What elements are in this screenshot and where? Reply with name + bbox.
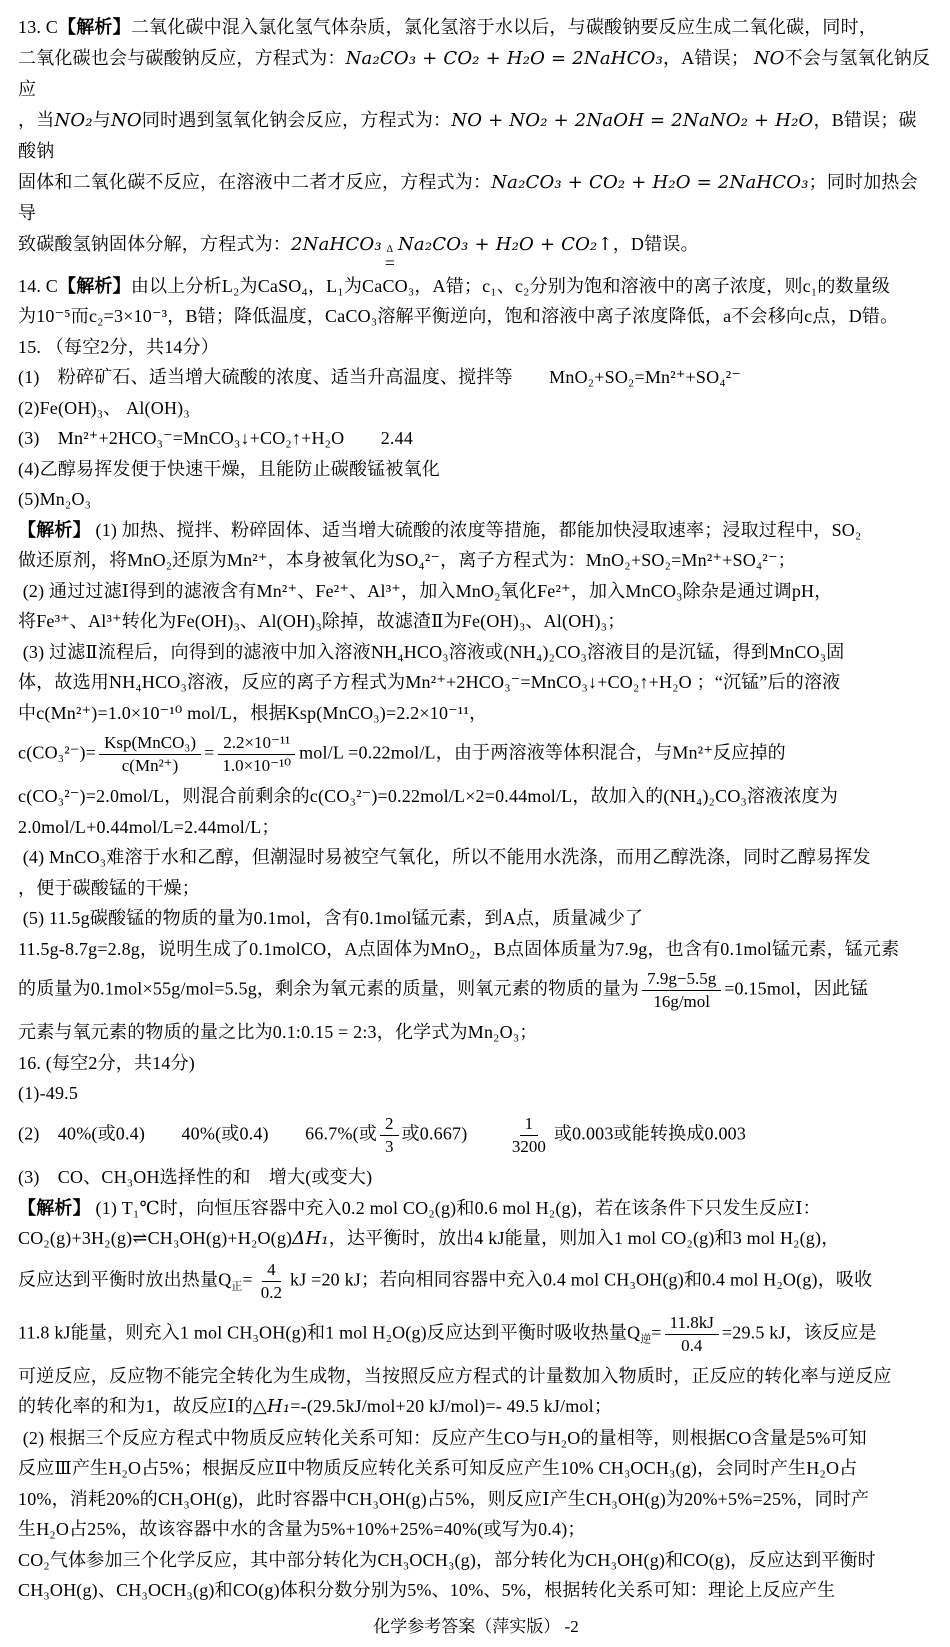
text-segment: (1) 粉碎矿石、适当增大硫酸的浓度、适当升高温度、搅拌等 MnO₂+SO₂=Mn²⁺+SO₄²⁻ [18, 367, 742, 387]
text-segment: (5)Mn₂O₃ [18, 489, 92, 509]
text-segment: 同时遇到氢氧化钠会反应，方程式为： [141, 109, 452, 130]
document-line [18, 545, 934, 576]
text-segment: (1) 加热、搅拌、粉碎固体、适当增大硫酸的浓度等措施，都能加快浸取速率；浸取过程中，SO₂ [90, 519, 862, 540]
document-line [18, 1453, 934, 1484]
text-segment: 10%，消耗20%的CH₃OH(g)，此时容器中CH₃OH(g)占5%，则反应Ⅰ产生CH₃OH(g)为20%+5%=25%，同时产 [18, 1488, 870, 1509]
document-line [18, 1361, 934, 1392]
document-body [18, 12, 934, 1606]
text-segment: ，D错误。 [612, 233, 699, 254]
text-segment: 2.0mol/L+0.44mol/L=2.44mol/L； [18, 816, 280, 837]
text-segment: (5) 11.5g碳酸锰的物质的量为0.1mol，含有0.1mol锰元素，到A点，质量减少了 [18, 908, 644, 929]
text-segment: 或0.003或能转换成0.003 [553, 1123, 747, 1144]
document-line [18, 229, 934, 271]
bold-label: 【解析】 [58, 17, 131, 37]
text-segment: 逆 [640, 1333, 652, 1346]
text-segment: 的质量为0.1mol×55g/mol=5.5g，剩余为氧元素的质量，则氧元素的物质的量为 [18, 978, 640, 999]
text-segment: ，当 [18, 109, 55, 130]
text-segment: (2)Fe(OH)₃、 Al(OH)₃ [18, 397, 190, 418]
text-segment: Na₂CO₃ + H₂O + CO₂↑ [397, 233, 613, 255]
document-line [18, 1423, 934, 1454]
text-segment: 反应Ⅲ产生H₂O占5%；根据反应Ⅱ中物质反应转化关系可知反应产生10% CH₃OCH₃(g)，会同时产生H₂O占 [18, 1458, 858, 1479]
text-segment: kJ =20 kJ；若向相同容器中充入0.4 mol CH₃OH(g)和0.4 mol H₂O(g)，吸收 [290, 1269, 873, 1290]
bold-label: 【解析】 [18, 519, 91, 540]
document-line [18, 728, 934, 781]
text-segment: (1) T₁℃时，向恒压容器中充入0.2 mol CO₂(g)和0.6 mol H₂(g)，若在该条件下只发生反应Ⅰ： [90, 1197, 821, 1218]
text-segment: = [651, 1322, 662, 1343]
text-segment: (2) 通过过滤Ⅰ得到的滤液含有Mn²⁺、Fe²⁺、Al³⁺，加入MnO₂氧化Fe²⁺，加入MnCO₃除杂是通过调pH， [18, 580, 833, 601]
document-line [18, 812, 934, 843]
text-segment: mol/L =0.22mol/L，由于两溶液等体积混合，与Mn²⁺反应掉的 [299, 742, 786, 763]
text-segment: 与 [92, 109, 111, 130]
document-line [18, 576, 934, 607]
text-segment: 11.8 kJ能量，则充入1 mol CH₃OH(g)和1 mol H₂O(g)反应达到平衡时吸收热量Q [18, 1322, 641, 1343]
document-line [18, 606, 934, 637]
text-segment: (3) CO、CH₃OH选择性的和 增大(或变大) [18, 1167, 373, 1188]
document-line [18, 964, 934, 1017]
text-segment: 为10⁻⁵而c₂=3×10⁻³，B错；降低温度，CaCO₃溶解平衡逆向，饱和溶液中离子浓度降低，a不会移向c点，D错。 [18, 306, 899, 326]
text-segment: ，B错误；碳酸钠 [18, 109, 917, 161]
text-segment: Na₂CO₃ + CO₂ + H₂O = 2NaHCO₃ [491, 171, 809, 193]
text-segment: △H₁ [252, 1396, 291, 1418]
document-line [18, 781, 934, 812]
text-segment: c(CO₃²⁻)= [18, 742, 97, 763]
fraction: $\frac{4}{0.2}$ [260, 1259, 283, 1302]
document-line [18, 332, 934, 363]
text-segment: 不会与氢氧化钠反应 [18, 47, 931, 99]
document-line [18, 301, 934, 332]
document-line [18, 934, 934, 965]
text-segment: (1)-49.5 [18, 1083, 79, 1104]
text-segment: (3) Mn²⁺+2HCO₃⁻=MnCO₃↓+CO₂↑+H₂O 2.44 [18, 428, 414, 448]
text-segment: NO + NO₂ + 2NaOH = 2NaNO₂ + H₂O [451, 109, 814, 131]
document-line [18, 1162, 934, 1193]
document-line [18, 167, 934, 229]
text-segment: Na₂CO₃ + CO₂ + H₂O = 2NaHCO₃ [345, 47, 664, 69]
document-line [18, 1575, 934, 1606]
document-line [18, 1223, 934, 1255]
text-segment: (4)乙醇易挥发便于快速干燥，且能防止碳酸锰被氧化 [18, 458, 440, 479]
text-segment: ，达平衡时，放出4 kJ能量，则加入1 mol CO₂(g)和3 mol H₂(g)， [328, 1228, 840, 1249]
text-segment: CO₂气体参加三个化学反应，其中部分转化为CH₃OCH₃(g)，部分转化为CH₃OH(g)和CO(g)，反应达到平衡时 [18, 1549, 876, 1570]
fraction: $\frac{7.9g-5.5g}{\text{16g/mol}}$ [642, 968, 721, 1013]
text-segment: c(CO₃²⁻)=2.0mol/L，则混合前剩余的c(CO₃²⁻)=0.22mol/L×2=0.44mol/L，故加入的(NH₄)₂CO₃溶液浓度为 [18, 786, 839, 807]
fraction: $\frac{11.8kJ}{0.4}$ [665, 1312, 719, 1357]
text-segment: ；同时加热会导 [18, 171, 918, 223]
text-segment: 体，故选用NH₄HCO₃溶液，反应的离子方程式为Mn²⁺+2HCO₃⁻=MnCO₃↓+CO₂↑+H₂O ；“沉锰”后的溶液 [18, 672, 841, 692]
text-segment: 二氧化碳也会与碳酸钠反应，方程式为： [18, 47, 346, 68]
text-segment: 2NaHCO₃ [291, 233, 382, 255]
fraction: $\frac{1}{3200}$ [511, 1113, 546, 1156]
document-line [18, 637, 934, 668]
fraction: $\frac{\text{Ksp(MnCO₃)}}{\text{c(Mn²⁺)}}$ [99, 732, 201, 777]
document-line [18, 105, 934, 167]
document-line [18, 271, 934, 302]
document-line [18, 1255, 934, 1308]
text-segment: 将Fe³⁺、Al³⁺转化为Fe(OH)₃、Al(OH)₃除掉，故滤渣Ⅱ为Fe(OH)₃、Al(OH)₃； [18, 611, 626, 631]
text-segment: =-(29.5kJ/mol+20 kJ/mol)=- 49.5 kJ/mol； [290, 1396, 613, 1417]
document-line [18, 873, 934, 904]
text-segment: (2) 40%(或0.4) 40%(或0.4) 66.7%(或 [18, 1123, 378, 1144]
fraction: $\frac{\text{2.2×10⁻¹¹}}{\text{1.0×10⁻¹⁰}}$ [217, 732, 296, 777]
document-line [18, 423, 934, 454]
document-line [18, 1484, 934, 1515]
document-line [18, 515, 934, 546]
text-segment: ，A错误； [663, 47, 754, 68]
text-segment: 正 [231, 1280, 243, 1293]
text-segment: = [203, 742, 215, 763]
text-segment: =29.5 kJ，该反应是 [721, 1322, 877, 1343]
document-line [18, 1078, 934, 1109]
text-segment: 做还原剂，将MnO₂还原为Mn²⁺，本身被氧化为SO₄²⁻，离子方程式为：MnO₂+SO₂=Mn²⁺+SO₄²⁻； [18, 550, 796, 570]
text-segment: 的转化率的和为1，故反应Ⅰ的 [18, 1396, 253, 1417]
document-line [18, 484, 934, 515]
document-line [18, 1109, 934, 1162]
document-line [18, 1017, 934, 1048]
text-segment: NO₂ [54, 109, 93, 131]
document-line [18, 1514, 934, 1545]
text-segment: ，便于碳酸锰的干燥； [18, 877, 200, 898]
text-segment: 二氧化碳中混入氯化氢气体杂质，氯化氢溶于水以后，与碳酸钠要反应生成二氧化碳，同时， [130, 17, 878, 37]
document-line [18, 43, 934, 105]
document-line [18, 1048, 934, 1079]
text-segment: =0.15mol，因此锰 [724, 978, 869, 999]
document-line [18, 903, 934, 934]
document-line [18, 1391, 934, 1423]
text-segment: 中c(Mn²⁺)=1.0×10⁻¹⁰ mol/L，根据Ksp(MnCO₃)=2.2×10⁻¹¹， [18, 702, 488, 723]
text-segment: 反应达到平衡时放出热量Q [18, 1269, 232, 1290]
fraction: $\frac{2}{3}$ [380, 1113, 399, 1158]
text-segment: 致碳酸氢钠固体分解，方程式为： [18, 233, 291, 254]
text-segment: 15. （每空2分，共14分） [18, 336, 219, 357]
document-line [18, 667, 934, 698]
text-segment: CH₃OH(g)、CH₃OCH₃(g)和CO(g)体积分数分别为5%、10%、5%，根据转化关系可知：理论上反应产生 [18, 1580, 836, 1601]
bold-label: 【解析】 [58, 275, 131, 296]
bold-label: 【解析】 [18, 1197, 91, 1218]
document-line [18, 698, 934, 729]
document-line [18, 454, 934, 485]
document-line [18, 1308, 934, 1361]
text-segment: 13. C [18, 17, 59, 37]
text-segment: 可逆反应，反应物不能完全转化为生成物，当按照反应方程式的计量数加入物质时，正反应的转化率与逆反应 [18, 1365, 892, 1386]
document-line [18, 842, 934, 873]
document-line [18, 393, 934, 424]
text-segment: NO [110, 109, 142, 131]
text-segment: 14. C [18, 275, 59, 296]
text-segment: 固体和二氧化碳不反应，在溶液中二者才反应，方程式为： [18, 171, 492, 192]
text-segment: NO [753, 47, 785, 69]
text-segment: (3) 过滤Ⅱ流程后，向得到的滤液中加入溶液NH₄HCO₃溶液或(NH₄)₂CO₃溶液目的是沉锰，得到MnCO₃固 [18, 641, 845, 662]
text-segment: (2) 根据三个反应方程式中物质反应转化关系可知：反应产生CO与H₂O的量相等，则根据CO含量是5%可知 [18, 1427, 867, 1448]
document-line [18, 1193, 934, 1224]
text-segment: ΔH₁ [292, 1228, 329, 1250]
document-line [18, 12, 934, 43]
document-line [18, 1545, 934, 1576]
text-segment: 或0.667) [401, 1123, 504, 1144]
text-segment: 元素与氧元素的物质的量之比为0.1:0.15 = 2:3，化学式为Mn₂O₃； [18, 1022, 538, 1043]
text-segment: = [242, 1269, 253, 1290]
delta-over-equals: Δ = [384, 243, 395, 273]
text-segment: 由以上分析L₂为CaSO₄，L₁为CaCO₃，A错；c₁、c₂分别为饱和溶液中的离子浓度，则c₁的数量级 [130, 275, 891, 296]
page-footer: 化学参考答案（萍实版） -2 [373, 1616, 579, 1636]
text-segment: 16. (每空2分，共14分) [18, 1052, 195, 1073]
text-segment: 11.5g-8.7g=2.8g，说明生成了0.1molCO，A点固体为MnO₂，B点固体质量为7.9g，也含有0.1mol锰元素，锰元素 [18, 938, 900, 959]
text-segment: (4) MnCO₃难溶于水和乙醇，但潮湿时易被空气氧化，所以不能用水洗涤，而用乙醇洗涤，同时乙醇易挥发 [18, 847, 871, 868]
document-line [18, 362, 934, 393]
text-segment: CO₂(g)+3H₂(g)⇌CH₃OH(g)+H₂O(g) [18, 1228, 293, 1249]
text-segment: 生H₂O占25%，故该容器中水的含量为5%+10%+25%=40%(或写为0.4)； [18, 1519, 586, 1540]
